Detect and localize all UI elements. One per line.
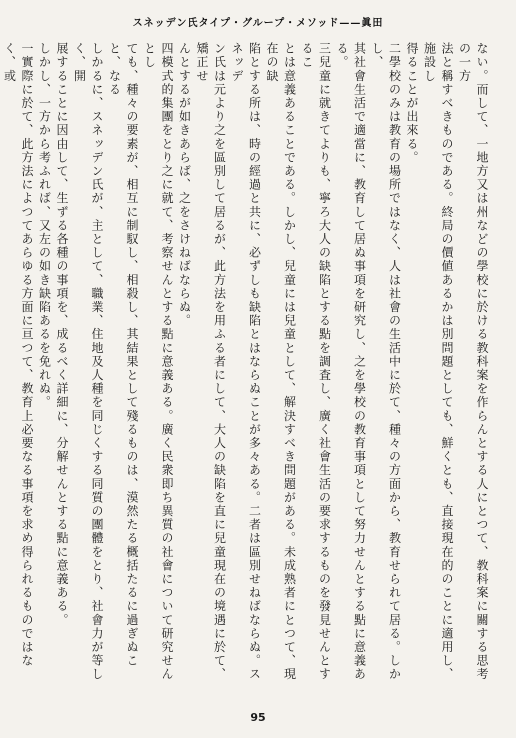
running-head: スネッデン氏タイプ・グループ・メソッド——眞田 [132,18,384,29]
text-line: しかし、一方から考ふれば、又左の如き缺陷あるを免れぬ。 [37,42,52,410]
text-line: 其社會生活で適當に、教育して居ぬ事項を研究し、之を學校の教育事項として努力せんとする點に意義ある。 [335,42,367,682]
text-line: 一實際に於て、此方法によつてあらゆる方面に亘つて、教育上必要なる事項を求め得られるものではなく、或 [2,42,34,668]
text-line: ン氏は元より之を區別して居るが、此方法を用ふる者にして、大人の缺陷を直に兒童現在の境遇に於て、矯正せ [195,42,227,682]
text-line: 四模式的集團をとり之に就て、考察せんとする點に意義ある。廣く民衆即ち異質の社會について研究せんとし [142,42,174,682]
page-number: 95 [250,711,266,724]
text-line: しかるに、スネッデン氏が、主として、職業、住地及人種を同じくする同質の團體をとり、社會力が等しく、開 [72,42,104,682]
text-line: 三兒童に就きてよりも、寧ろ大人の缺陷とする點を調査し、廣く社會生活の要求するものを發見せんとするこ [300,42,332,682]
text-line: ても、種々の要素が、相互に制馭し、相殺し、其結果として殘るものは、漠然たる概括たるに過ぎぬこと、なる [107,42,139,668]
text-line: 法と稱すべきものである。終局の價値あるかは別問題としても、鮮くとも、直接現在的のことに適用し、施設し [422,42,454,682]
text-line: 二學校のみは教育の場所ではなく、人は社會の生活中に於て、種々の方面から、教育せられて居る。しかし、 [370,42,402,682]
text-line: 得ることが出來る。 [405,42,419,165]
text-line: 陷とする所は、時の經過と共に、必ずしも缺陷とはならぬことが多々ある。二者は區別せねばならぬ。スネッデ [230,42,262,682]
text-line: とは意義あることである。しかし、兒童には兒童として、解決すべき問題がある。未成熟者にとつて、現在の缺 [265,42,297,682]
text-line: 展することに因由して、生ずる各種の事項を、成るべく詳細に、分解せんとする點に意義ある。 [55,42,69,627]
text-line: ない。而して、一地方又は州などの學校に於ける教科案を作らんとする人にとつて、教科案に關する思考の一方 [457,42,489,682]
text-line: んとするが如きあらば、之をさけねばならぬ。 [177,42,192,328]
vertical-text-block [2,42,490,690]
